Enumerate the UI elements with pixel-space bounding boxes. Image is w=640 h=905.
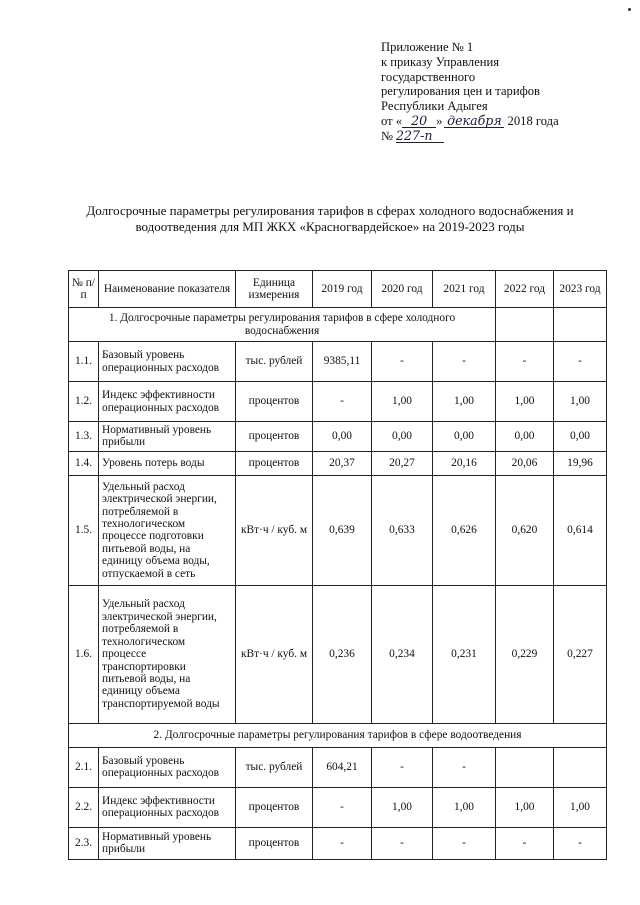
table-row (69, 382, 607, 422)
row-number: 1.1. (69, 342, 99, 382)
section-row (69, 723, 607, 747)
header-year: 2019 год (313, 271, 372, 308)
row-value: 0,00 (433, 422, 496, 452)
row-name: Удельный расход электрической энергии, потребляемой в технологическом процессе транспортировки питьевой воды, на единицу объема транспортируемой воды (99, 585, 236, 723)
row-value: 20,06 (496, 451, 554, 475)
header-name: Наименование показателя (99, 271, 236, 308)
row-value: 0,00 (313, 422, 372, 452)
row-value: 9385,11 (313, 342, 372, 382)
row-value: 0,633 (372, 475, 433, 585)
row-number: 1.6. (69, 585, 99, 723)
row-value: 0,00 (372, 422, 433, 452)
row-number: 2.2. (69, 787, 99, 827)
row-value: 1,00 (554, 787, 607, 827)
date-prefix: от « (381, 113, 403, 128)
row-name: Удельный расход электрической энергии, потребляемой в технологическом процессе подготовки питьевой воды, на единицу объема воды, отпускаемой в сеть (99, 475, 236, 585)
row-name: Базовый уровень операционных расходов (99, 342, 236, 382)
appendix-line: Республики Адыгея (381, 99, 488, 114)
row-name: Индекс эффективности операционных расходов (99, 382, 236, 422)
table-row (69, 827, 607, 859)
order-number (381, 129, 631, 144)
row-unit: тыс. рублей (236, 747, 313, 787)
row-value: 0,00 (554, 422, 607, 452)
row-value: 19,96 (554, 451, 607, 475)
handwritten-number: 227-п (396, 129, 444, 143)
order-date (381, 114, 631, 129)
row-value: 0,00 (496, 422, 554, 452)
section1-rows (69, 342, 607, 724)
table-row (69, 422, 607, 452)
row-value: - (313, 827, 372, 859)
table-row (69, 787, 607, 827)
table-row (69, 475, 607, 585)
row-value: - (372, 827, 433, 859)
row-value (496, 747, 554, 787)
corner-mark (628, 8, 631, 11)
header-unit: Единица измерения (236, 271, 313, 308)
row-value: 1,00 (554, 382, 607, 422)
row-value: 0,234 (372, 585, 433, 723)
row-name: Уровень потерь воды (99, 451, 236, 475)
row-value: 0,620 (496, 475, 554, 585)
row-unit: тыс. рублей (236, 342, 313, 382)
row-number: 1.2. (69, 382, 99, 422)
row-value (554, 747, 607, 787)
row-unit: процентов (236, 827, 313, 859)
table-row (69, 451, 607, 475)
row-value: 20,37 (313, 451, 372, 475)
row-value: 1,00 (433, 787, 496, 827)
row-unit: процентов (236, 382, 313, 422)
document-title: Долгосрочные параметры регулирования тарифов в сферах холодного водоснабжения и водоотведения для МП ЖКХ «Красногвардейское» на 2019-2023 годы (86, 203, 574, 234)
row-number: 1.5. (69, 475, 99, 585)
row-unit: процентов (236, 451, 313, 475)
row-value: 0,227 (554, 585, 607, 723)
row-value: 0,639 (313, 475, 372, 585)
row-value: - (372, 747, 433, 787)
row-value: 1,00 (496, 382, 554, 422)
row-value: - (313, 382, 372, 422)
row-number: 2.3. (69, 827, 99, 859)
row-number: 2.1. (69, 747, 99, 787)
row-name: Базовый уровень операционных расходов (99, 747, 236, 787)
row-value: - (433, 342, 496, 382)
row-name: Нормативный уровень прибыли (99, 827, 236, 859)
row-value: - (496, 342, 554, 382)
row-value: - (554, 827, 607, 859)
row-value: 0,231 (433, 585, 496, 723)
table-row (69, 585, 607, 723)
section-title: 2. Долгосрочные параметры регулирования тарифов в сфере водоотведения (69, 723, 607, 747)
header-year: 2022 год (496, 271, 554, 308)
handwritten-day: 20 (402, 114, 436, 128)
table-cell (554, 308, 607, 342)
row-number: 1.4. (69, 451, 99, 475)
appendix-line: государственного (381, 69, 476, 84)
row-value: 604,21 (313, 747, 372, 787)
row-unit: кВт·ч / куб. м (236, 585, 313, 723)
section-row (69, 308, 607, 342)
row-value: 20,27 (372, 451, 433, 475)
row-value: - (372, 342, 433, 382)
number-sign: № (381, 128, 394, 143)
table-row (69, 342, 607, 382)
row-value: 0,626 (433, 475, 496, 585)
parameters-table (68, 270, 607, 860)
row-value: 20,16 (433, 451, 496, 475)
row-unit: процентов (236, 787, 313, 827)
header-number: № п/п (69, 271, 99, 308)
section-title: 1. Долгосрочные параметры регулирования тарифов в сфере холодного водоснабжения (69, 308, 496, 342)
row-name: Индекс эффективности операционных расходов (99, 787, 236, 827)
row-value: - (496, 827, 554, 859)
header-year: 2023 год (554, 271, 607, 308)
row-value: 1,00 (372, 382, 433, 422)
header-year: 2021 год (433, 271, 496, 308)
appendix-line: к приказу Управления (381, 54, 500, 69)
appendix-line: регулирования цен и тарифов (381, 84, 540, 99)
row-value: 0,614 (554, 475, 607, 585)
row-value: 0,229 (496, 585, 554, 723)
row-name: Нормативный уровень прибыли (99, 422, 236, 452)
row-value: 0,236 (313, 585, 372, 723)
row-number: 1.3. (69, 422, 99, 452)
table-header-row (69, 271, 607, 308)
table-row (69, 747, 607, 787)
date-year: 2018 года (507, 113, 559, 128)
date-quote: » (436, 113, 443, 128)
row-unit: процентов (236, 422, 313, 452)
row-value: 1,00 (372, 787, 433, 827)
row-value: - (433, 747, 496, 787)
row-value: 1,00 (496, 787, 554, 827)
row-value: - (554, 342, 607, 382)
row-value: - (313, 787, 372, 827)
row-value: 1,00 (433, 382, 496, 422)
header-year: 2020 год (372, 271, 433, 308)
handwritten-month: декабря (444, 114, 504, 128)
row-value: - (433, 827, 496, 859)
appendix-block (381, 40, 631, 144)
table-cell (496, 308, 554, 342)
appendix-line: Приложение № 1 (381, 40, 474, 54)
row-unit: кВт·ч / куб. м (236, 475, 313, 585)
section2-rows (69, 747, 607, 859)
